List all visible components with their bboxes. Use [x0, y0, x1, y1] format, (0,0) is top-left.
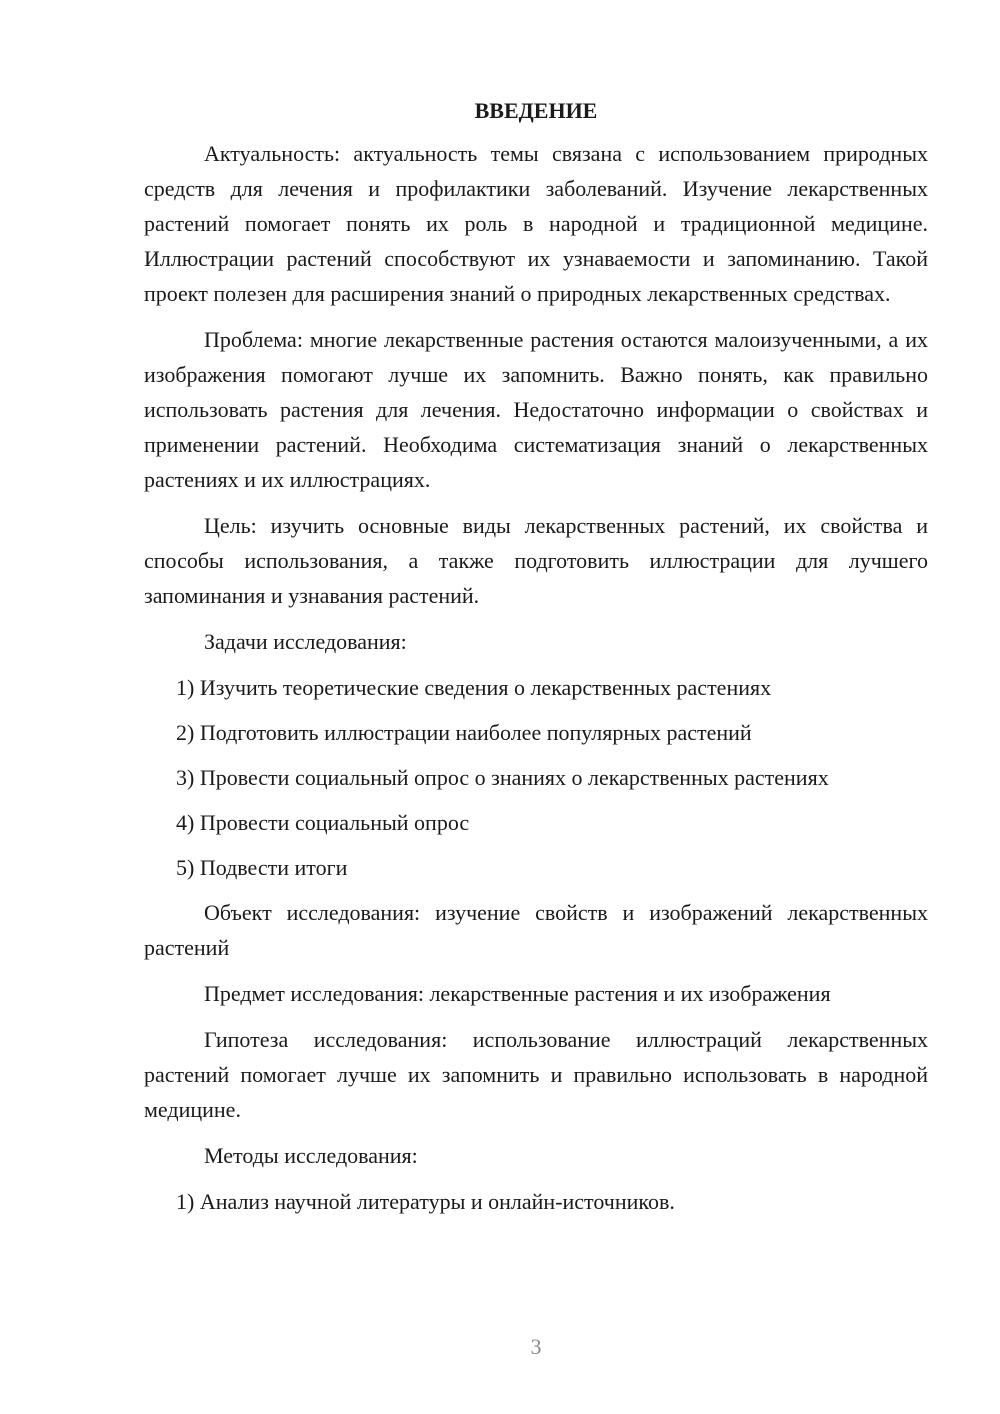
method-item-1: 1) Анализ научной литературы и онлайн-источников. [176, 1189, 675, 1214]
task-item-3: 3) Провести социальный опрос о знаниях о лекарственных растениях [176, 765, 829, 790]
task-item-4: 4) Провести социальный опрос [176, 810, 470, 835]
page-title: ВВЕДЕНИЕ [474, 98, 598, 123]
page-content [144, 96, 928, 1229]
paragraph-hypothesis: Гипотеза исследования: использование иллюстраций лекарственных растений помогает лучше их запомнить и правильно использовать в народной медицине. [144, 1027, 928, 1122]
tasks-heading: Задачи исследования: [204, 629, 407, 654]
task-item-1: 1) Изучить теоретические сведения о лекарственных растениях [176, 675, 772, 700]
task-item-5: 5) Подвести итоги [176, 855, 348, 880]
paragraph-subject: Предмет исследования: лекарственные растения и их изображения [204, 981, 831, 1006]
paragraph-problem: Проблема: многие лекарственные растения остаются малоизученными, а их изображения помогают лучше их запомнить. Важно понять, как правильно использовать растения для лечения. Недостаточно информации о свойствах и применении растений. Необходима систематизация знаний о лекарственных растениях и их иллюстрациях. [144, 327, 928, 492]
paragraph-relevance: Актуальность: актуальность темы связана с использованием природных средств для лечения и профилактики заболеваний. Изучение лекарственных растений помогает понять их роль в народной и традиционной медицине. Иллюстрации растений способствуют их узнаваемости и запоминанию. Такой проект полезен для расширения знаний о природных лекарственных средствах. [144, 141, 928, 306]
paragraph-goal: Цель: изучить основные виды лекарственных растений, их свойства и способы использования, а также подготовить иллюстрации для лучшего запоминания и узнавания растений. [144, 513, 928, 608]
paragraph-object: Объект исследования: изучение свойств и изображений лекарственных растений [144, 900, 928, 960]
task-item-2: 2) Подготовить иллюстрации наиболее популярных растений [176, 720, 752, 745]
page-number: 3 [530, 1334, 542, 1359]
methods-heading: Методы исследования: [204, 1143, 418, 1168]
